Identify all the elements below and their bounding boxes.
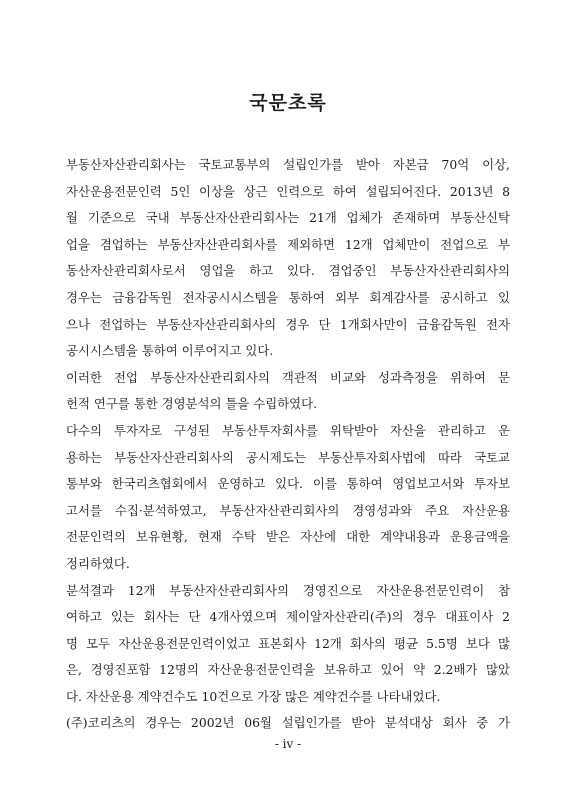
text-line: 여하고 있는 회사는 단 4개사였으며 제이알자산관리(주)의 경우 대표이사 2 [66, 609, 510, 625]
text-line: 동산자산관리회사로서 영업을 하고 있다. 겸업중인 부동산자산관리회사의 [66, 263, 510, 279]
text-line: 다. 자산운용 계약건수도 10건으로 가장 많은 계약건수를 나타내었다. [66, 688, 441, 704]
text-line: 업을 겸업하는 부동산자산관리회사를 제외하면 12개 업체만이 전업으로 부 [66, 236, 510, 252]
text-line: 은, 경영진포함 12명의 자산운용전문인력을 보유하고 있어 약 2.2배가 많았 [66, 662, 510, 678]
page-title: 국문초록 [249, 92, 327, 114]
text-line: 부동산자산관리회사는 국토교통부의 설립인가를 받아 자본금 70억 이상, [66, 157, 510, 172]
text-line: 용하는 부동산자산관리회사의 공시제도는 부동산투자회사법에 따라 국토교 [66, 449, 510, 465]
text-line: 경우는 금융감독원 전자공시시스템을 통하여 외부 회계감사를 공시하고 있 [66, 289, 510, 305]
text-line: 통부와 한국리츠협회에서 운영하고 있다. 이를 통하여 영업보고서와 투자보 [66, 476, 510, 492]
text-line: 헌적 연구를 통한 경영분석의 틀을 수립하였다. [66, 396, 318, 412]
page-number: - iv - [274, 737, 302, 751]
text-line: 이러한 전업 부동산자산관리회사의 객관적 비교와 성과측정을 위하여 문 [66, 369, 510, 385]
text-line: 다수의 투자자로 구성된 부동산투자회사를 위탁받아 자산을 관리하고 운 [66, 422, 510, 438]
text-line: (주)코리츠의 경우는 2002년 06월 설립인가를 받아 분석대상 회사 중 가 [66, 715, 510, 731]
text-line: 자산운용전문인력 5인 이상을 상근 인력으로 하여 설립되어진다. 2013년 8 [66, 183, 510, 199]
text-line: 공시시스템을 통하여 이루어지고 있다. [66, 343, 274, 359]
abstract-body [66, 152, 510, 737]
text-line: 분석결과 12개 부동산자산관리회사의 경영진으로 자산운용전문인력이 참 [66, 582, 510, 598]
text-line: 고서를 수집·분석하였고, 부동산자산관리회사의 경영성과와 주요 자산운용 [66, 502, 510, 518]
text-line: 월 기준으로 국내 부동산자산관리회사는 21개 업체가 존재하며 부동산신탁 [66, 210, 510, 226]
text-line: 명 모두 자산운용전문인력이었고 표본회사 12개 회사의 평균 5.5명 보다 많 [66, 635, 510, 651]
text-line: 정리하였다. [66, 555, 130, 571]
text-line: 으나 전업하는 부동산자산관리회사의 경우 단 1개회사만이 금융감독원 전자 [66, 316, 510, 332]
text-line: 전문인력의 보유현황, 현재 수탁 받은 자산에 대한 계약내용과 운용금액을 [66, 529, 510, 545]
